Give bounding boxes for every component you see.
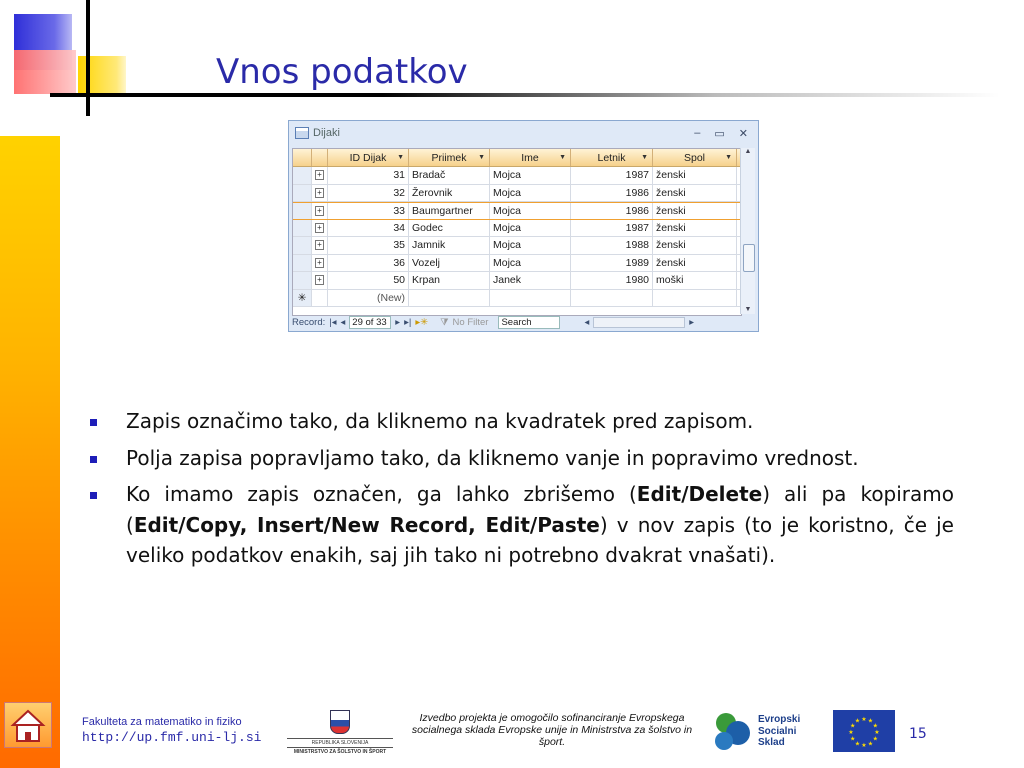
expand-icon[interactable]: + [315, 240, 324, 250]
expand-cell[interactable] [312, 167, 328, 184]
cell-priimek[interactable]: Godec [409, 220, 490, 237]
expand-icon[interactable]: + [315, 206, 324, 216]
column-header-letnik[interactable] [571, 149, 653, 166]
cell-priimek[interactable]: Krpan [409, 272, 490, 289]
first-record-icon[interactable]: |◂ [329, 316, 337, 328]
cell-letnik[interactable]: 1987 [571, 167, 653, 184]
eu-star: ★ [848, 729, 854, 736]
vertical-scrollbar[interactable] [740, 148, 755, 314]
scroll-up-icon[interactable]: ▲ [744, 148, 752, 155]
eu-star: ★ [850, 722, 856, 730]
minimize-button[interactable]: – [694, 126, 701, 139]
record-selector[interactable] [293, 272, 312, 289]
cell-letnik[interactable]: 1989 [571, 255, 653, 272]
bullet-list [90, 406, 954, 577]
cell-priimek[interactable]: Jamnik [409, 237, 490, 254]
prev-record-icon[interactable]: ◂ [340, 316, 346, 328]
scroll-left-icon[interactable]: ◂ [584, 316, 590, 328]
cell-id[interactable]: 32 [328, 185, 409, 202]
esf-text [758, 714, 800, 749]
new-record-icon: ✳ [293, 290, 312, 307]
column-header-label: Priimek [431, 151, 467, 164]
bullet-text: ) ali pa kopiramo ( [126, 482, 954, 537]
cell-priimek[interactable]: Bradač [409, 167, 490, 184]
table-row[interactable] [293, 220, 741, 238]
record-navigation-bar [292, 315, 754, 329]
column-header-label: Ime [521, 151, 539, 164]
select-all-corner[interactable] [293, 149, 312, 166]
eu-star: ★ [872, 735, 878, 743]
eu-star: ★ [850, 735, 856, 743]
new-cell[interactable] [653, 290, 737, 307]
deco-red-square [14, 50, 76, 94]
deco-vertical-line [86, 0, 90, 116]
search-input[interactable]: Search [498, 316, 560, 329]
table-row[interactable] [293, 167, 741, 185]
no-filter-button[interactable]: No Filter [452, 316, 489, 328]
table-icon [295, 127, 309, 139]
cell-ime[interactable]: Janek [490, 272, 571, 289]
expand-column-header [312, 149, 328, 166]
chevron-down-icon[interactable]: ▼ [478, 154, 485, 161]
restore-button[interactable]: ▭ [714, 127, 725, 140]
cell-ime[interactable]: Mojca [490, 255, 571, 272]
eu-star: ★ [861, 742, 867, 749]
record-selector[interactable] [293, 255, 312, 272]
cell-spol[interactable]: ženski [653, 237, 737, 254]
window-titlebar [289, 121, 758, 145]
datasheet-window [288, 120, 759, 332]
scroll-right-icon[interactable]: ▸ [689, 316, 695, 328]
record-selector[interactable] [293, 167, 312, 184]
table-row[interactable] [293, 255, 741, 273]
column-header-ime[interactable] [490, 149, 571, 166]
scroll-down-icon[interactable]: ▼ [744, 306, 752, 313]
record-selector[interactable] [293, 185, 312, 202]
last-record-icon[interactable]: ▸| [404, 316, 412, 328]
column-header-row [293, 149, 741, 167]
esf-line3: Sklad [758, 737, 785, 748]
column-header-label: ID Dijak [349, 151, 387, 164]
expand-cell[interactable] [312, 237, 328, 254]
cell-spol[interactable]: ženski [653, 255, 737, 272]
horizontal-scrollbar[interactable] [593, 317, 685, 328]
new-record-nav-icon[interactable]: ▸✳ [415, 316, 429, 328]
slide-title: Vnos podatkov [216, 52, 468, 92]
bullet-marker [90, 492, 97, 499]
cell-letnik[interactable]: 1988 [571, 237, 653, 254]
close-button[interactable]: ✕ [738, 127, 748, 140]
bullet-item [90, 479, 954, 571]
eu-star: ★ [867, 740, 874, 748]
bullet-marker [90, 419, 97, 426]
cell-priimek[interactable]: Baumgartner [409, 203, 490, 219]
page-number: 15 [909, 726, 927, 742]
esf-logo [712, 711, 808, 753]
bullet-bold-text: Edit/Copy, Insert/New Record, Edit/Paste [133, 512, 600, 537]
chevron-down-icon[interactable]: ▼ [559, 154, 566, 161]
new-record-row[interactable] [293, 290, 741, 308]
chevron-down-icon[interactable]: ▼ [397, 154, 404, 161]
cell-priimek[interactable]: Vozelj [409, 255, 490, 272]
new-cell[interactable] [571, 290, 653, 307]
expand-icon[interactable]: + [315, 170, 324, 180]
record-rows [293, 167, 741, 290]
bullet-marker [90, 456, 97, 463]
column-header-id[interactable] [328, 149, 409, 166]
expand-cell[interactable] [312, 255, 328, 272]
cell-letnik[interactable]: 1986 [571, 185, 653, 202]
esf-line2: Socialni [758, 725, 797, 737]
cell-ime[interactable]: Mojca [490, 203, 571, 219]
esf-emblem-icon [712, 711, 752, 751]
cell-id[interactable]: 35 [328, 237, 409, 254]
cell-id[interactable]: 31 [328, 167, 409, 184]
column-header-label: Spol [683, 151, 705, 164]
expand-cell [312, 290, 328, 307]
column-header-spol[interactable] [653, 149, 737, 166]
cell-id[interactable]: 36 [328, 255, 409, 272]
expand-cell[interactable] [312, 203, 328, 219]
table-row[interactable] [293, 272, 741, 290]
expand-cell[interactable] [312, 272, 328, 289]
expand-icon[interactable]: + [315, 223, 324, 233]
home-icon[interactable] [4, 702, 52, 748]
expand-cell[interactable] [312, 185, 328, 202]
datasheet-grid [292, 148, 742, 316]
next-record-icon[interactable]: ▸ [395, 316, 401, 328]
cell-spol[interactable]: ženski [653, 203, 737, 219]
cell-letnik[interactable]: 1987 [571, 220, 653, 237]
cell-letnik[interactable]: 1986 [571, 203, 653, 219]
bullet-bold-text: Edit/Delete [636, 482, 763, 506]
new-cell[interactable] [409, 290, 490, 307]
faculty-url-link[interactable]: http://up.fmf.uni-lj.si [82, 730, 262, 745]
cell-spol[interactable]: ženski [653, 220, 737, 237]
cell-id[interactable]: 34 [328, 220, 409, 237]
bullet-text: Ko imamo zapis označen, ga lahko zbrišemo ( [126, 482, 637, 506]
eu-star: ★ [872, 722, 878, 730]
bullet-text: Polja zapisa popravljamo tako, da kliknemo vanje in popravimo vrednost. [126, 445, 859, 470]
expand-icon[interactable]: + [315, 275, 324, 285]
deco-left-gradient-bar [0, 136, 60, 768]
record-selector[interactable] [293, 220, 312, 237]
cell-ime[interactable]: Mojca [490, 167, 571, 184]
faculty-name: Fakulteta za matematiko in fiziko [82, 716, 242, 728]
ministry-line1: REPUBLIKA SLOVENIJA [311, 740, 369, 746]
chevron-down-icon[interactable]: ▼ [641, 154, 648, 161]
cell-letnik[interactable]: 1980 [571, 272, 653, 289]
cell-id[interactable]: 33 [328, 203, 409, 219]
record-selector[interactable] [293, 237, 312, 254]
eu-star: ★ [861, 716, 867, 723]
cell-ime[interactable]: Mojca [490, 185, 571, 202]
window-title: Dijaki [313, 127, 340, 139]
column-header-label: Letnik [597, 151, 626, 164]
deco-horizontal-line [50, 93, 1000, 97]
eu-star: ★ [854, 740, 861, 748]
eu-star: ★ [854, 717, 861, 725]
new-record-label[interactable]: (New) [328, 290, 409, 307]
cell-priimek[interactable]: Žerovnik [409, 185, 490, 202]
ministry-logo [287, 710, 393, 756]
filter-icon[interactable]: ⧩ [440, 316, 449, 328]
table-row[interactable] [293, 185, 741, 203]
cell-ime[interactable]: Mojca [490, 220, 571, 237]
scroll-thumb[interactable] [743, 244, 755, 272]
chevron-down-icon[interactable]: ▼ [725, 154, 732, 161]
expand-icon[interactable]: + [315, 258, 324, 268]
record-label: Record: [292, 316, 326, 328]
table-row[interactable] [293, 237, 741, 255]
record-position-input[interactable]: 29 of 33 [349, 316, 391, 329]
table-row[interactable] [293, 202, 741, 220]
cell-spol[interactable]: ženski [653, 185, 737, 202]
expand-cell[interactable] [312, 220, 328, 237]
eu-star: ★ [867, 717, 874, 725]
eu-flag-icon [833, 710, 895, 752]
esf-line1: Evropski [758, 714, 801, 725]
cell-ime[interactable]: Mojca [490, 237, 571, 254]
record-selector[interactable] [293, 203, 312, 219]
cell-spol[interactable]: ženski [653, 167, 737, 184]
cell-id[interactable]: 50 [328, 272, 409, 289]
slovenia-crest-icon [330, 710, 350, 734]
bullet-item [90, 443, 954, 474]
cell-spol[interactable]: moški [653, 272, 737, 289]
eu-star: ★ [874, 729, 880, 736]
project-funding-text: Izvedbo projekta je omogočilo sofinanciranje Evropskega socialnega sklada Evropske unije in Ministrstva za šolstvo in šport. [411, 712, 693, 748]
expand-icon[interactable]: + [315, 188, 324, 198]
column-header-priimek[interactable] [409, 149, 490, 166]
bullet-item [90, 406, 954, 437]
ministry-line2: MINISTRSTVO ZA ŠOLSTVO IN ŠPORT [293, 749, 387, 755]
bullet-text: ) v nov zapis (to je koristno, če je veliko podatkov enakih, saj jih tako ni potrebno dvakrat vnašati). [126, 512, 954, 567]
bullet-text: Zapis označimo tako, da kliknemo na kvadratek pred zapisom. [126, 409, 754, 433]
new-cell[interactable] [490, 290, 571, 307]
